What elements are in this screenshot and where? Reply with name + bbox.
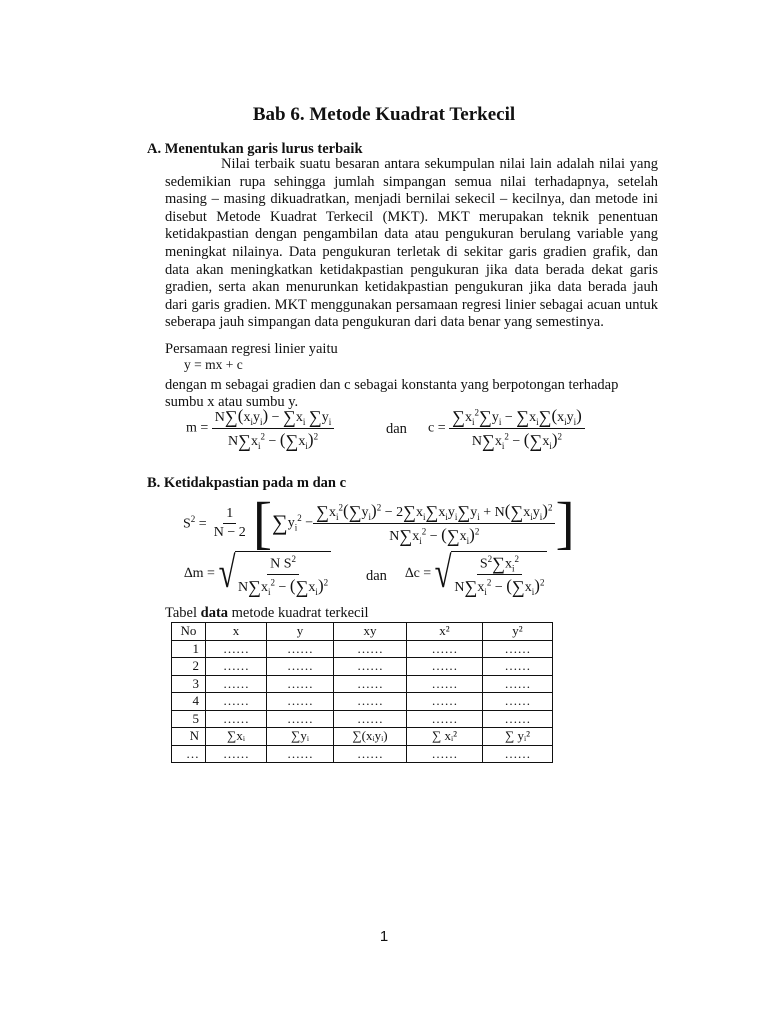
table-cell: 1: [172, 640, 206, 658]
regression-intro: Persamaan regresi linier yaitu: [165, 341, 338, 357]
section-a-heading: A. Menentukan garis lurus terbaik: [147, 141, 363, 157]
table-cell: ……: [334, 693, 407, 711]
data-table: [171, 622, 553, 763]
formula-delta-m: ∆m = √ $\frac{N S^2}{N\sum x_i^2 - (\sum x_i)^2}$: [184, 551, 331, 596]
header-cell: No: [172, 623, 206, 641]
explanation-line-1: dengan m sebagai gradien dan c sebagai konstanta yang berpotongan terhadap: [165, 377, 619, 393]
table-row: [172, 693, 553, 711]
table-cell: ∑yᵢ: [267, 728, 334, 746]
table-cell: ……: [206, 658, 267, 676]
table-row: [172, 675, 553, 693]
table-cell: ……: [407, 658, 483, 676]
table-row: [172, 658, 553, 676]
explanation-line-2: sumbu x atau sumbu y.: [165, 394, 299, 410]
regression-equation: y = mx + c: [184, 357, 243, 372]
table-cell: ……: [483, 693, 553, 711]
table-cell: ……: [407, 675, 483, 693]
header-cell: y: [267, 623, 334, 641]
caption-text-1: Tabel: [165, 605, 201, 621]
table-cell: ……: [206, 693, 267, 711]
table-cell: ……: [407, 745, 483, 763]
table-cell: ……: [483, 658, 553, 676]
formula-delta-c: ∆c = √ $\frac{S^2\sum x_i^2}{N\sum x_i^2 - (\sum x_i)^2}$: [405, 551, 547, 597]
page-title: Bab 6. Metode Kuadrat Terkecil: [252, 104, 516, 125]
caption-text-2: metode kuadrat terkecil: [228, 605, 369, 621]
table-cell: ……: [267, 710, 334, 728]
table-cell: ……: [267, 693, 334, 711]
table-header-row: [172, 623, 553, 641]
table-cell: ∑ xᵢ²: [407, 728, 483, 746]
table-cell: ∑ yᵢ²: [483, 728, 553, 746]
table-row: [172, 640, 553, 658]
data-table-wrapper: [171, 622, 553, 763]
header-cell: y²: [483, 623, 553, 641]
page-number: 1: [379, 928, 389, 945]
formula-m: m = $\frac{N\sum(x_iy_i) - \sum x_i \sum y_i}{N\sum x_i^2 - (\sum x_i)^2}$: [186, 406, 334, 451]
and-word-1: dan: [386, 421, 407, 437]
table-row: [172, 745, 553, 763]
table-cell: ∑xᵢ: [206, 728, 267, 746]
table-cell: 5: [172, 710, 206, 728]
table-cell: ……: [483, 675, 553, 693]
formula-s-squared: $S^2$ = $\frac{1}{N - 2}$ [ ∑ $y_i^2$ − $\frac{\sum x_i^2(\sum y_i)^2 - 2\sum x_i\sum x_iy_i\sum y_i + N(\sum x_iy_i)^2}{N\sum x_i^2 - (\sum x_i)^2}$ ]: [183, 490, 575, 555]
caption-text-bold: data: [200, 605, 229, 621]
table-caption: [165, 605, 369, 622]
paragraph-text: Nilai terbaik suatu besaran antara sekumpulan nilai lain adalah nilai yang sedemikian rupa sehingga jumlah simpangan semua nilai terhadapnya, setelah masing – masing dikuadratkan, menjadi bernilai sekecil – kecilnya, dan metode ini disebut Metode Kuadrat Terkecil (MKT). MKT merupakan teknik penentuan ketidakpastian dengan pengambilan data atau pengukuran berulang variable yang meningkat nilainya. Data pengukuran terletak di sekitar garis gradien grafik, dan data akan meningkatkan ketidakpastian pengukuran jika data berada dekat garis gradien, serta akan menurunkan ketidakpastian pengukuran jika data berada jauh dari garis gradien. MKT menggunakan persamaan regresi linier sebagai acuan untuk seberapa jauh simpangan data pengukuran dari data benar yang semestinya.: [165, 156, 658, 331]
table-cell: ……: [206, 675, 267, 693]
table-cell: ……: [267, 640, 334, 658]
header-cell: xy: [334, 623, 407, 641]
table-cell: N: [172, 728, 206, 746]
table-cell: ……: [206, 640, 267, 658]
table-cell: ……: [483, 745, 553, 763]
table-cell: ……: [267, 675, 334, 693]
table-cell: ……: [334, 640, 407, 658]
table-cell: 3: [172, 675, 206, 693]
formula-c: c = $\frac{\sum x_i^2\sum y_i - \sum x_i\sum(x_iy_i)}{N\sum x_i^2 - (\sum x_i)^2}$: [428, 406, 585, 451]
and-word-2: dan: [366, 568, 387, 584]
table-cell: ……: [483, 710, 553, 728]
table-row: [172, 710, 553, 728]
table-cell: ……: [206, 710, 267, 728]
table-cell: ∑(xᵢyᵢ): [334, 728, 407, 746]
table-cell: 2: [172, 658, 206, 676]
table-cell: ……: [407, 693, 483, 711]
section-b-heading: B. Ketidakpastian pada m dan c: [147, 475, 347, 491]
table-cell: ……: [334, 658, 407, 676]
table-cell: 4: [172, 693, 206, 711]
table-cell: …: [172, 745, 206, 763]
table-cell: ……: [334, 675, 407, 693]
table-cell: ……: [267, 658, 334, 676]
header-cell: x²: [407, 623, 483, 641]
table-cell: ……: [407, 710, 483, 728]
table-cell: ……: [206, 745, 267, 763]
table-cell: ……: [267, 745, 334, 763]
table-cell: ……: [407, 640, 483, 658]
section-a-paragraph: [165, 156, 658, 332]
table-cell: ……: [483, 640, 553, 658]
table-cell: ……: [334, 710, 407, 728]
table-row: [172, 728, 553, 746]
table-cell: ……: [334, 745, 407, 763]
header-cell: x: [206, 623, 267, 641]
